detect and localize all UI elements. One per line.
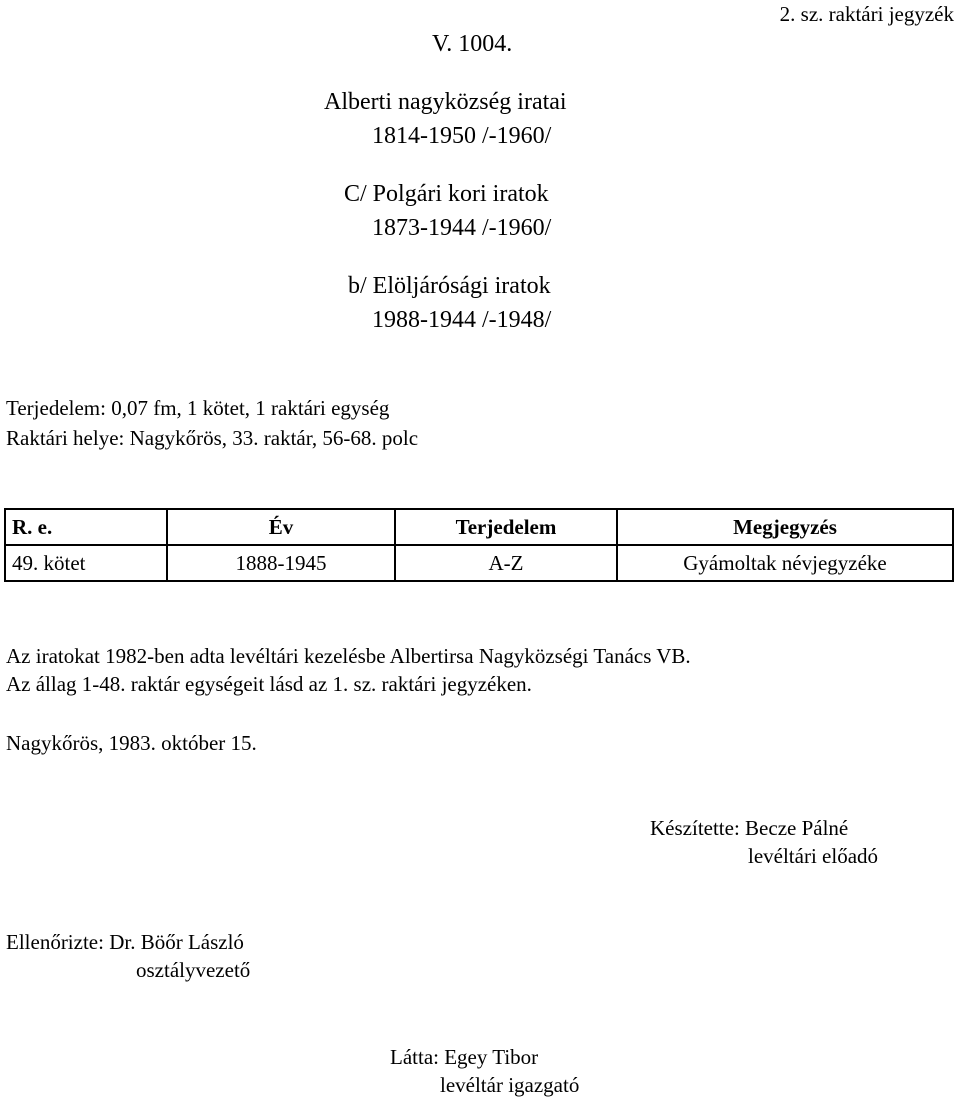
location-line: Raktári helye: Nagykőrös, 33. raktár, 56-68. polc: [6, 426, 419, 450]
cell-extent: A-Z: [395, 545, 617, 581]
cell-year: 1888-1945: [167, 545, 395, 581]
column-header-year: Év: [167, 509, 395, 545]
fond-title: Alberti nagyközség iratai: [324, 89, 567, 115]
transfer-note: Az iratokat 1982-ben adta levéltári kezelésbe Albertirsa Nagyközségi Tanács VB.: [6, 644, 691, 668]
series-years: 1988-1944 /-1948/: [372, 307, 552, 333]
inventory-note: 2. sz. raktári jegyzék: [779, 2, 954, 26]
cell-note: Gyámoltak névjegyzéke: [617, 545, 953, 581]
subfond-years: 1873-1944 /-1960/: [372, 215, 552, 241]
subfond-title: C/ Polgári kori iratok: [344, 181, 549, 207]
checked-role: osztályvezető: [136, 958, 251, 982]
place-date: Nagykőrös, 1983. október 15.: [6, 731, 257, 755]
extent-line: Terjedelem: 0,07 fm, 1 kötet, 1 raktári egység: [6, 396, 390, 420]
series-title: b/ Elöljárósági iratok: [348, 273, 551, 299]
prepared-by: Készítette: Becze Pálné: [650, 816, 849, 840]
column-header-unit: R. e.: [5, 509, 167, 545]
prepared-role: levéltári előadó: [748, 844, 879, 868]
table-header-row: [5, 509, 953, 545]
fond-years: 1814-1950 /-1960/: [372, 123, 552, 149]
fond-code: V. 1004.: [432, 31, 513, 57]
table-row: [5, 545, 953, 581]
seen-by: Látta: Egey Tibor: [390, 1045, 539, 1069]
inventory-table: [4, 508, 954, 582]
checked-by: Ellenőrizte: Dr. Böőr László: [6, 930, 244, 954]
column-header-note: Megjegyzés: [617, 509, 953, 545]
column-header-extent: Terjedelem: [395, 509, 617, 545]
seen-role: levéltár igazgató: [440, 1073, 580, 1097]
cell-unit: 49. kötet: [5, 545, 167, 581]
reference-note: Az állag 1-48. raktár egységeit lásd az 1. sz. raktári jegyzéken.: [6, 672, 532, 696]
